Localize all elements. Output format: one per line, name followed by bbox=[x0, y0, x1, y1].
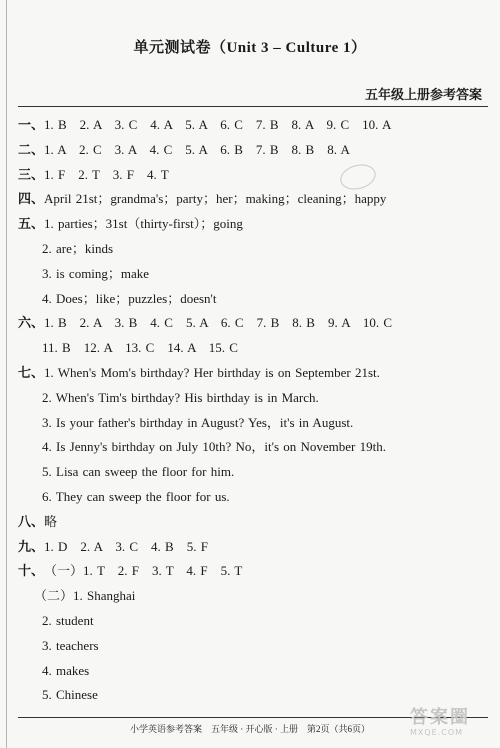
answer-text: 1. B 2. A 3. B 4. C 5. A 6. C 7. B 8. B 9. A 10. C bbox=[44, 315, 393, 331]
answer-text: （一）1. T 2. F 3. T 4. F 5. T bbox=[44, 563, 243, 579]
answer-line bbox=[18, 559, 490, 584]
answer-line bbox=[18, 386, 490, 411]
answer-line bbox=[18, 311, 490, 336]
answer-line bbox=[18, 113, 490, 138]
answer-line bbox=[18, 535, 490, 560]
answer-text: 3. teachers bbox=[42, 637, 99, 653]
answer-text: 1. A 2. C 3. A 4. C 5. A 6. B 7. B 8. B 8. A bbox=[44, 141, 350, 157]
answer-text: 2. are；kinds bbox=[42, 240, 114, 256]
page-subtitle: 五年级上册参考答案 bbox=[364, 87, 482, 102]
answer-line bbox=[18, 683, 490, 708]
section-number: 二、 bbox=[18, 141, 45, 157]
answer-text: 1. D 2. A 3. C 4. B 5. F bbox=[44, 538, 208, 554]
binding-edge bbox=[6, 0, 7, 748]
section-number: 一、 bbox=[18, 117, 45, 132]
section-number: 七、 bbox=[18, 364, 45, 380]
watermark-logo bbox=[410, 708, 492, 742]
answer-line bbox=[18, 659, 490, 684]
answer-text: 4. Does；like；puzzles；doesn't bbox=[42, 290, 217, 306]
answer-text: 3. Is your father's birthday in August? Yes，it's in August. bbox=[42, 414, 354, 430]
answer-line bbox=[18, 609, 490, 634]
answer-text: （二）1. Shanghai bbox=[34, 588, 136, 604]
answer-line bbox=[18, 510, 490, 535]
section-number: 六、 bbox=[18, 315, 45, 331]
answer-text: 略 bbox=[44, 513, 58, 529]
answer-line bbox=[18, 361, 490, 386]
answer-line bbox=[18, 460, 490, 485]
watermark-url: MXQE.COM bbox=[410, 728, 464, 737]
answer-line bbox=[18, 411, 490, 436]
answer-line bbox=[18, 485, 490, 510]
answer-text: 2. student bbox=[42, 612, 94, 628]
answer-text: 4. makes bbox=[42, 662, 90, 678]
answer-line bbox=[18, 212, 490, 237]
page-title: 单元测试卷（Unit 3 – Culture 1） bbox=[133, 40, 367, 56]
answer-line bbox=[18, 187, 490, 212]
answer-text: 4. Is Jenny's birthday on July 10th? No，it's on November 19th. bbox=[42, 439, 386, 455]
answer-line bbox=[18, 287, 490, 312]
answer-text: 11. B 12. A 13. C 14. A 15. C bbox=[42, 340, 238, 356]
answer-line bbox=[18, 163, 490, 188]
page-footer: 小学英语参考答案 五年级 · 开心版 · 上册 第2页（共6页） bbox=[130, 724, 370, 734]
answer-text: 1. When's Mom's birthday? Her birthday is on September 21st. bbox=[44, 364, 380, 380]
top-divider bbox=[18, 106, 488, 107]
answer-text: 1. B 2. A 3. C 4. A 5. A 6. C 7. B 8. A 9. C 10. A bbox=[44, 117, 392, 132]
answer-line bbox=[18, 138, 490, 163]
section-number: 九、 bbox=[18, 538, 45, 554]
answer-text: 2. When's Tim's birthday? His birthday is in March. bbox=[42, 389, 319, 405]
section-number: 四、 bbox=[18, 191, 45, 207]
section-number: 八、 bbox=[18, 513, 45, 529]
answer-line bbox=[18, 336, 490, 361]
section-number: 十、 bbox=[18, 563, 45, 579]
section-number: 三、 bbox=[18, 166, 45, 182]
watermark-text: 答案圈 bbox=[410, 707, 470, 728]
answer-list bbox=[18, 113, 490, 708]
answer-line bbox=[18, 584, 490, 609]
answer-text: April 21st；grandma's；party；her；making；cleaning；happy bbox=[44, 191, 387, 207]
answer-line bbox=[18, 634, 490, 659]
answer-line bbox=[18, 237, 490, 262]
answer-text: 1. F 2. T 3. F 4. T bbox=[44, 166, 169, 182]
answer-text: 5. Lisa can sweep the floor for him. bbox=[42, 464, 235, 480]
answer-line bbox=[18, 435, 490, 460]
answer-text: 1. parties；31st（thirty-first）；going bbox=[44, 216, 243, 232]
section-number: 五、 bbox=[18, 216, 45, 232]
answer-line bbox=[18, 262, 490, 287]
answer-text: 5. Chinese bbox=[42, 687, 98, 703]
answer-text: 6. They can sweep the floor for us. bbox=[42, 488, 230, 504]
answer-text: 3. is coming；make bbox=[42, 265, 150, 281]
